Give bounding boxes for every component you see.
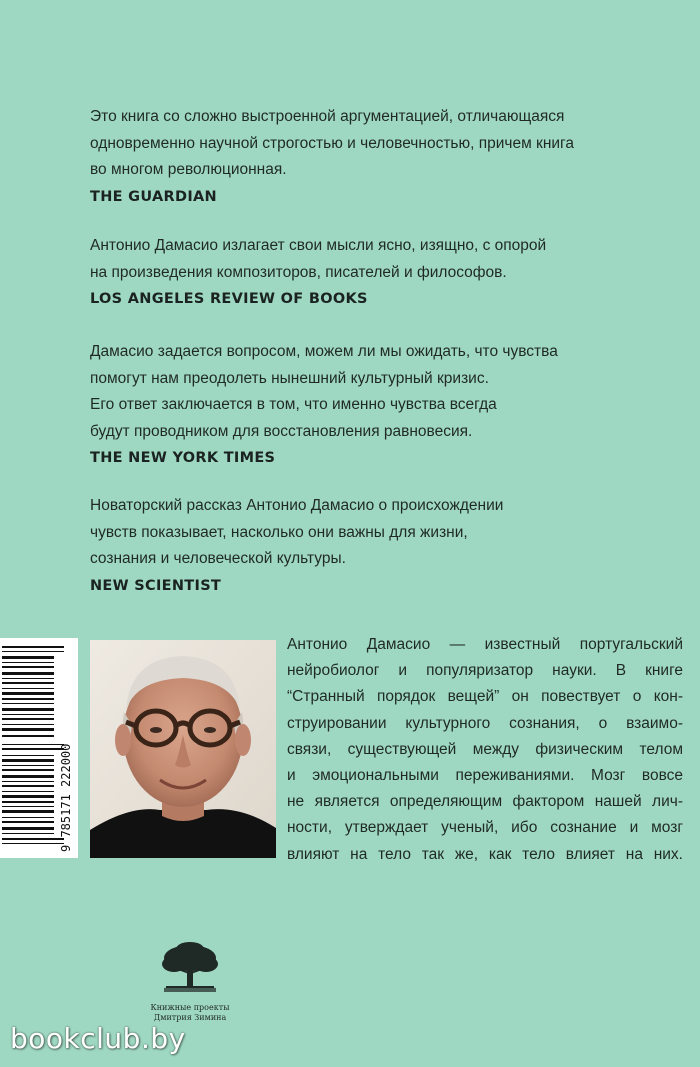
quote-source: NEW SCIENTIST bbox=[90, 577, 222, 594]
barcode-number: 9 785171 222000 bbox=[59, 743, 73, 852]
quote-new-scientist bbox=[90, 493, 610, 599]
bio-line: влияют на тело так же, как тело влияет на них. bbox=[287, 845, 683, 863]
bio-line: не является определяющим фактором нашей лич- bbox=[287, 793, 683, 811]
author-photo bbox=[90, 640, 276, 858]
quote-line: помогут нам преодолеть нынешний культурный кризис. bbox=[90, 369, 489, 387]
author-bio bbox=[287, 632, 683, 868]
bio-line: “Странный порядок вещей” он повествует о кон- bbox=[287, 688, 683, 706]
bio-line: связи, существующей между физическим телом bbox=[287, 740, 683, 758]
quote-line: Антонио Дамасио излагает свои мысли ясно, изящно, с опорой bbox=[90, 237, 547, 254]
quote-guardian bbox=[90, 104, 610, 210]
publisher-line1: Книжные проекты bbox=[150, 1003, 230, 1012]
tree-icon bbox=[158, 940, 222, 996]
quote-line: Новаторский рассказ Антонио Дамасио о происхождении bbox=[90, 497, 504, 514]
publisher-line2: Дмитрия Зимина bbox=[153, 1013, 227, 1022]
barcode-bars bbox=[0, 638, 78, 858]
bio-line: Антонио Дамасио — известный португальский bbox=[287, 636, 683, 653]
watermark: bookclub.by bbox=[10, 1022, 186, 1055]
publisher-logo bbox=[140, 940, 240, 1030]
quote-line: одновременно научной строгостью и человечностью, причем книга bbox=[90, 134, 574, 152]
bio-line: и эмоциональными переживаниями. Мозг вовсе bbox=[287, 767, 683, 785]
quote-line: Дамасио задается вопросом, можем ли мы ожидать, что чувства bbox=[90, 343, 558, 360]
bio-line: ности, утверждает ученый, ибо сознание и мозг bbox=[287, 819, 683, 837]
quote-line: Это книга со сложно выстроенной аргументацией, отличающаяся bbox=[90, 108, 565, 125]
quote-line: на произведения композиторов, писателей и философов. bbox=[90, 263, 507, 281]
quote-line: чувств показывает, насколько они важны для жизни, bbox=[90, 523, 468, 541]
quote-line: во многом революционная. bbox=[90, 161, 287, 178]
barcode bbox=[0, 638, 78, 858]
bio-line: струировании культурного сознания, о взаимо- bbox=[287, 714, 683, 732]
bio-line: нейробиолог и популяризатор науки. В книге bbox=[287, 662, 683, 680]
quote-source: THE GUARDIAN bbox=[90, 188, 217, 205]
quote-line: будут проводником для восстановления равновесия. bbox=[90, 422, 473, 440]
quote-line: сознания и человеческой культуры. bbox=[90, 550, 346, 567]
quote-line: Его ответ заключается в том, что именно чувства всегда bbox=[90, 396, 497, 413]
quote-la-review bbox=[90, 233, 610, 313]
quote-source: THE NEW YORK TIMES bbox=[90, 450, 276, 466]
quote-nyt bbox=[90, 339, 610, 472]
quote-source: LOS ANGELES REVIEW OF BOOKS bbox=[90, 291, 368, 307]
